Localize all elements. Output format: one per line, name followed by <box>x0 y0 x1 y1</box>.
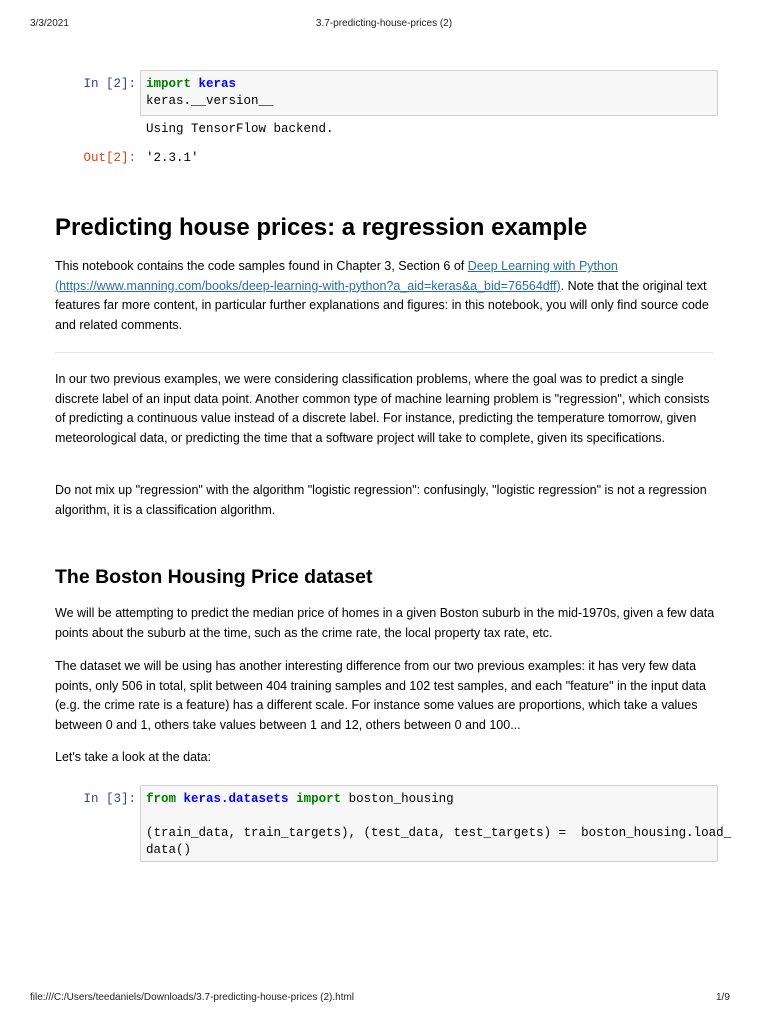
print-file-path: file:///C:/Users/teedaniels/Downloads/3.7-predicting-house-prices (2).html <box>30 992 355 1003</box>
name-boston-housing: boston_housing <box>348 792 454 806</box>
cell-in2-prompt: In [2]: <box>83 77 136 91</box>
code-line-load: (train_data, train_targets), (test_data, test_targets) = boston_housing.load_ <box>146 826 732 840</box>
book-link[interactable]: Deep Learning with Python <box>467 259 618 273</box>
print-date: 3/3/2021 <box>30 18 69 29</box>
paragraph-dataset-goal: We will be attempting to predict the median price of homes in a given Boston suburb in the mid-1970s, given a few data points about the suburb at the time, such as the crime rate, the local property tax rate, etc. <box>55 606 715 640</box>
stdout-text: Using TensorFlow backend. <box>146 122 334 136</box>
cell-out2-value: '2.3.1' <box>146 151 199 165</box>
module-keras-datasets: keras.datasets <box>183 792 289 806</box>
paragraph-logistic-note: Do not mix up "regression" with the algorithm "logistic regression": confusingly, "logistic regression" is not a regression algorithm, it is a classification algorithm. <box>55 483 707 517</box>
book-url-link[interactable]: (https://www.manning.com/books/deep-learning-with-python?a_aid=keras&a_bid=76564dff) <box>55 278 561 293</box>
paragraph-dataset-details: The dataset we will be using has another interesting difference from our two previous examples: it has very few data points, only 506 in total, split between 404 training samples and 102 test samples, and each "feature" in the input data (e.g. the crime rate is a feature) has a different scale. For instance some values are proportions, which take a values between 0 and 1, others take values between 1 and 12, others between 0 and 100... <box>55 659 706 732</box>
section-heading: The Boston Housing Price dataset <box>55 566 373 588</box>
code-line-load-cont: data() <box>146 843 192 857</box>
print-page-number: 1/9 <box>716 992 730 1003</box>
cell-out2-prompt: Out[2]: <box>83 151 136 165</box>
cell-in3-code <box>146 791 731 859</box>
keyword-import: import <box>296 792 342 806</box>
code-line-version: keras.__version__ <box>146 94 274 108</box>
page-title: Predicting house prices: a regression example <box>55 214 588 241</box>
intro-paragraph <box>55 257 720 335</box>
divider <box>55 352 713 353</box>
cell-in2-code <box>146 76 274 110</box>
cell-in3-prompt: In [3]: <box>83 792 136 806</box>
print-title: 3.7-predicting-house-prices (2) <box>315 18 453 29</box>
intro-post-text: . Note that the original text features far more content, in particular further explanations and figures: in this notebook, you will only find source code and related comments. <box>55 278 709 332</box>
module-keras: keras <box>198 77 237 91</box>
paragraph-regression-intro: In our two previous examples, we were considering classification problems, where the goal was to predict a single discrete label of an input data point. Another common type of machine learning problem is "regression", which consists of predicting a continuous value instead of a discrete label. For instance, predicting the temperature tomorrow, given meteorological data, or predicting the time that a software project will take to complete, given its specifications. <box>55 372 710 445</box>
keyword-from: from <box>146 792 177 806</box>
keyword-import: import <box>146 77 192 91</box>
intro-pre-text: This notebook contains the code samples found in Chapter 3, Section 6 of <box>55 259 468 273</box>
paragraph-look-at-data: Let's take a look at the data: <box>55 750 211 764</box>
